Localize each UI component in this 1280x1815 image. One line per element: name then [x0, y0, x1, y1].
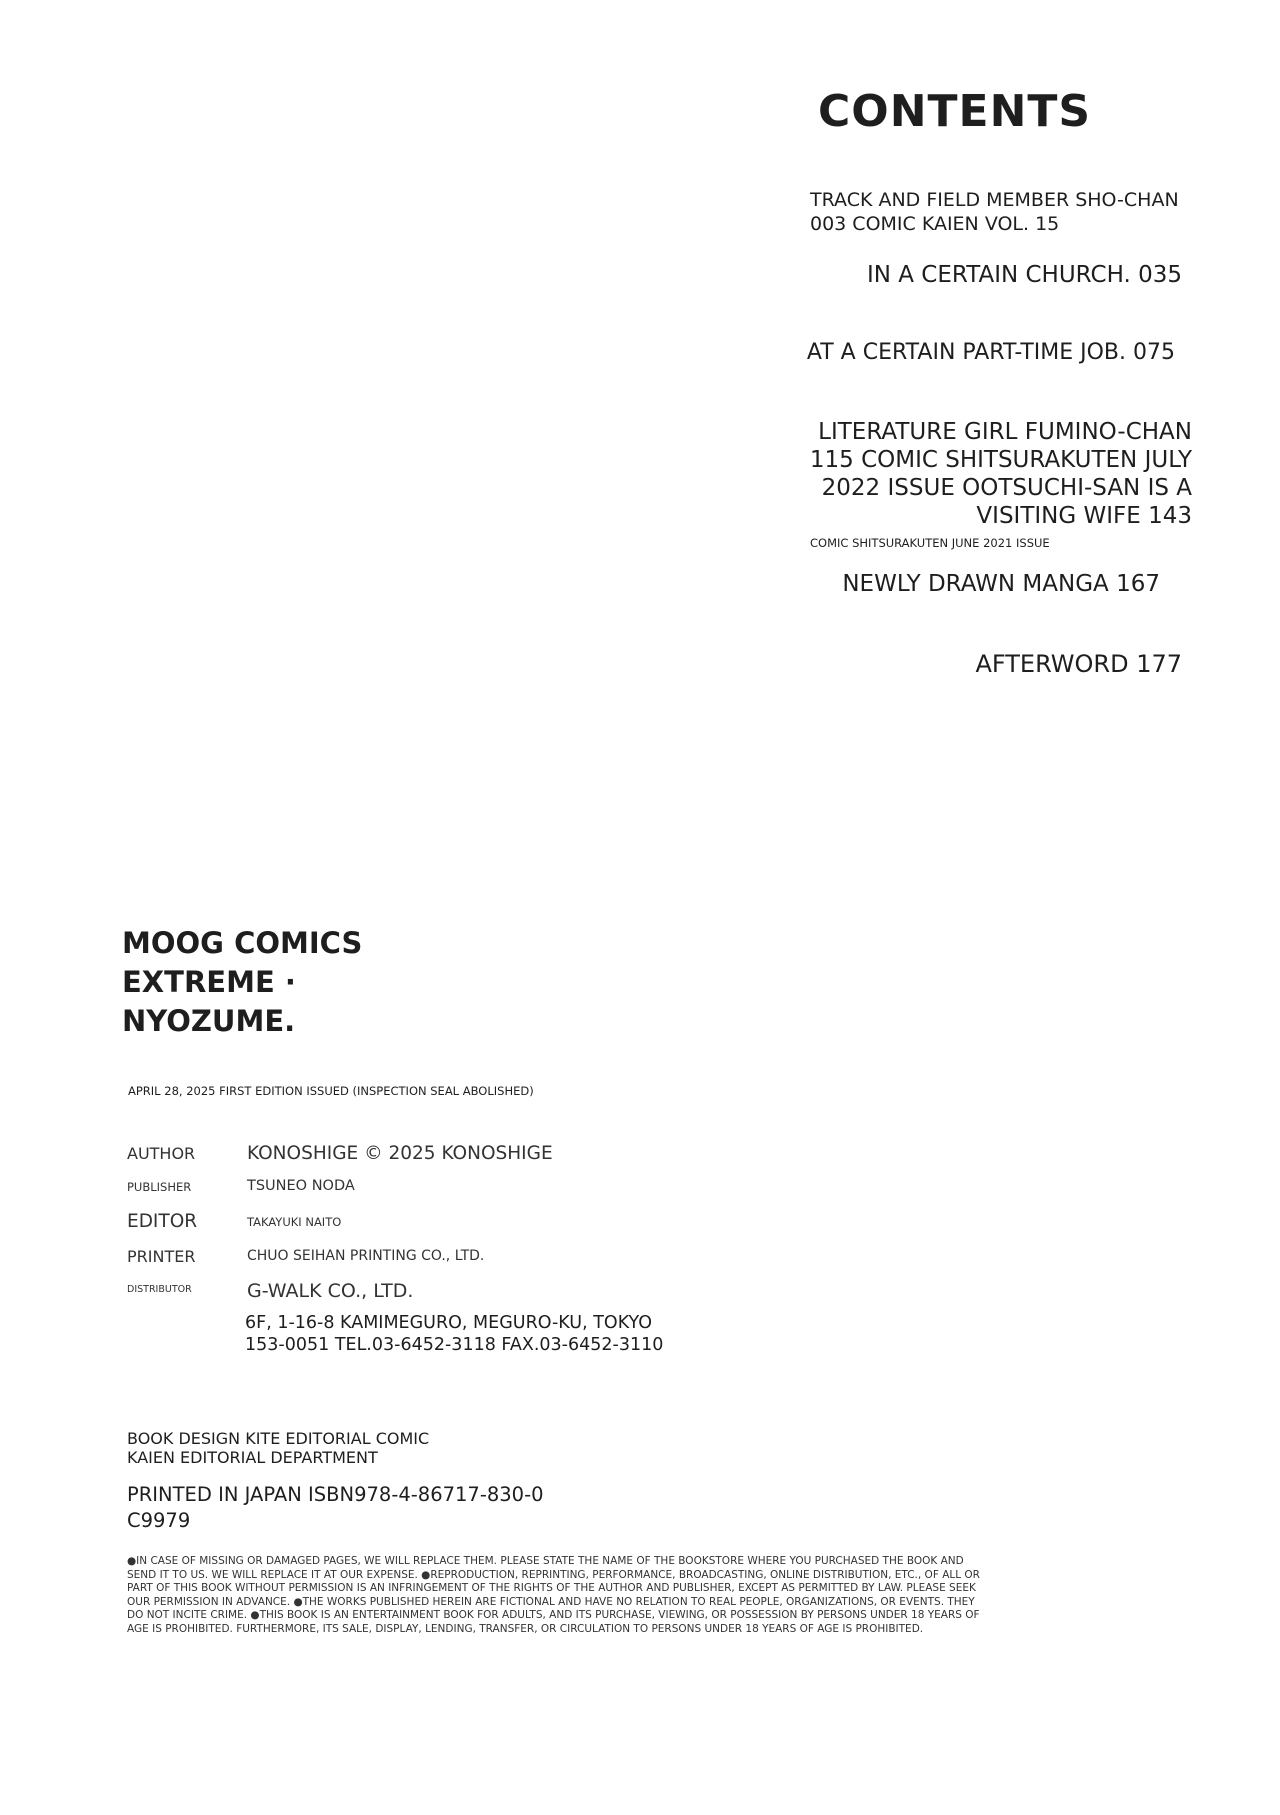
design-line: KAIEN EDITORIAL DEPARTMENT: [127, 1448, 378, 1467]
toc-entry-afterword: AFTERWORD 177: [975, 650, 1182, 678]
distributor-label: DISTRIBUTOR: [127, 1284, 192, 1295]
address-line: 6F, 1-16-8 KAMIMEGURO, MEGURO-KU, TOKYO: [245, 1313, 653, 1333]
toc-entry-newly-drawn: NEWLY DRAWN MANGA 167: [842, 571, 1160, 597]
publisher-label: PUBLISHER: [127, 1180, 192, 1194]
editor-label: EDITOR: [127, 1211, 198, 1232]
editor-value: TAKAYUKI NAITO: [247, 1215, 342, 1229]
edition-info: APRIL 28, 2025 FIRST EDITION ISSUED (INSPECTION SEAL ABOLISHED): [128, 1084, 534, 1098]
series-title-line: EXTREME ·: [122, 965, 296, 999]
toc-entry-source-note: COMIC SHITSURAKUTEN JUNE 2021 ISSUE: [810, 536, 1050, 550]
publisher-value: TSUNEO NODA: [247, 1178, 355, 1194]
distributor-value: G-WALK CO., LTD.: [247, 1280, 414, 1302]
contents-title: CONTENTS: [818, 86, 1092, 137]
distributor-address: [245, 1312, 663, 1356]
printed-isbn: [127, 1482, 544, 1534]
printer-label: PRINTER: [127, 1247, 196, 1266]
toc-entry-certain-church: IN A CERTAIN CHURCH. 035: [866, 262, 1182, 288]
address-line: 153-0051 TEL.03-6452-3118 FAX.03-6452-3110: [245, 1335, 664, 1355]
printer-value: CHUO SEIHAN PRINTING CO., LTD.: [247, 1248, 485, 1264]
isbn-line: C9979: [127, 1509, 191, 1532]
author-value: KONOSHIGE © 2025 KONOSHIGE: [247, 1143, 553, 1164]
series-title: [122, 924, 362, 1041]
author-label: AUTHOR: [127, 1144, 196, 1163]
book-design-credit: [127, 1429, 429, 1467]
legal-notice: ●IN CASE OF MISSING OR DAMAGED PAGES, WE WILL REPLACE THEM. PLEASE STATE THE NAME OF THE BOOKSTORE WHERE YOU PURCHASED THE BOOK AND SEND IT TO US. WE WILL REPLACE IT AT OUR EXPENSE. ●REPRODUCTION, REPRINTING, PERFORMANCE, BROADCASTING, ONLINE DISTRIBUTION, ETC., OF ALL OR PART OF THIS BOOK WITHOUT PERMISSION IS AN INFRINGEMENT OF THE RIGHTS OF THE AUTHOR AND PUBLISHER, EXCEPT AS PERMITTED BY LAW. PLEASE SEEK OUR PERMISSION IN ADVANCE. ●THE WORKS PUBLISHED HEREIN ARE FICTIONAL AND HAVE NO RELATION TO REAL PEOPLE, ORGANIZATIONS, OR EVENTS. THEY DO NOT INCITE CRIME. ●THIS BOOK IS AN ENTERTAINMENT BOOK FOR ADULTS, AND ITS PURCHASE, VIEWING, OR POSSESSION BY PERSONS UNDER 18 YEARS OF AGE IS PROHIBITED. FURTHERMORE, ITS SALE, DISPLAY, LENDING, TRANSFER, OR CIRCULATION TO PERSONS UNDER 18 YEARS OF AGE IS PROHIBITED.: [127, 1555, 980, 1635]
toc-entry-part-time-job: AT A CERTAIN PART-TIME JOB. 075: [806, 340, 1175, 365]
toc-entry-literature-girl: LITERATURE GIRL FUMINO-CHAN 115 COMIC SHITSURAKUTEN JULY 2022 ISSUE OOTSUCHI-SAN IS A VISITING WIFE 143: [809, 419, 1192, 529]
series-title-line: MOOG COMICS: [122, 926, 363, 960]
toc-entry-track-and-field: TRACK AND FIELD MEMBER SHO-CHAN 003 COMIC KAIEN VOL. 15: [810, 189, 1179, 235]
design-line: BOOK DESIGN KITE EDITORIAL COMIC: [127, 1429, 430, 1448]
series-title-line: NYOZUME.: [122, 1004, 296, 1038]
isbn-line: PRINTED IN JAPAN ISBN978-4-86717-830-0: [127, 1483, 544, 1506]
